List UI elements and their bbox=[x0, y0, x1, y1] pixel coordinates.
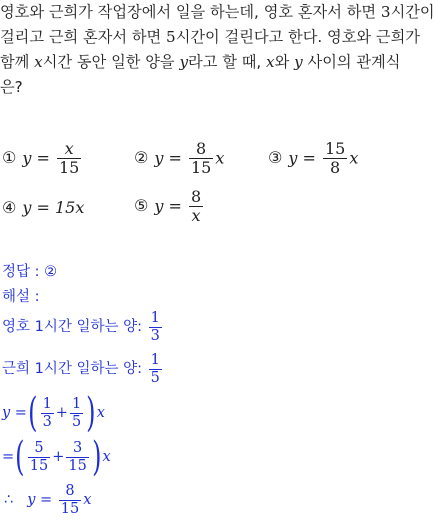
answer-value: ② bbox=[44, 264, 58, 280]
question-line-3 bbox=[0, 50, 400, 75]
choice-1[interactable] bbox=[2, 140, 83, 178]
explanation-line-3-a-numerator: 1 bbox=[42, 395, 52, 412]
question-line-4: 은? bbox=[0, 78, 23, 96]
choice-4-lhs: y = bbox=[22, 198, 50, 217]
choice-1-numerator: x bbox=[57, 140, 81, 159]
choice-3-suffix: x bbox=[349, 148, 359, 168]
choice-3-lhs: y = bbox=[288, 148, 316, 168]
explanation-line-1-numerator: 1 bbox=[150, 310, 160, 326]
explanation-line-3-lhs: y = bbox=[2, 405, 27, 421]
question-line-2-text-b: 시간이 걸린다고 한다. 영호와 근희가 bbox=[175, 28, 420, 46]
explanation-line-5-x: x bbox=[83, 492, 92, 509]
question-var-x: x bbox=[34, 53, 43, 71]
explanation-line-4-x: x bbox=[102, 449, 111, 465]
explanation-line-2-text: 근희 1시간 일하는 양: bbox=[2, 361, 147, 378]
choice-3-fraction bbox=[323, 140, 347, 178]
choice-2-numerator: 8 bbox=[189, 140, 213, 159]
choice-3-numerator: 15 bbox=[324, 139, 346, 158]
question-var-y-2: y bbox=[294, 53, 303, 71]
explanation-line-2-fraction bbox=[149, 352, 162, 386]
choice-4[interactable] bbox=[2, 198, 84, 217]
choice-2-suffix: x bbox=[215, 148, 225, 168]
choice-1-lhs: y = bbox=[22, 148, 50, 168]
explanation-line-4-b-numerator: 3 bbox=[66, 440, 88, 458]
answer-label: 정답 : bbox=[2, 264, 45, 280]
question-line-1-end: 시간이 bbox=[390, 3, 435, 21]
choice-3-marker: ③ bbox=[268, 148, 283, 168]
choice-5-lhs: y = bbox=[154, 196, 182, 216]
question-var-x-2: x bbox=[266, 53, 275, 71]
question-hours-a: 3 bbox=[380, 3, 391, 21]
explanation-line-1-denominator: 3 bbox=[150, 327, 160, 344]
choice-5-numerator: 8 bbox=[190, 187, 202, 206]
explanation-line-3 bbox=[2, 390, 105, 436]
answer-line bbox=[2, 260, 57, 281]
choice-3-denominator: 8 bbox=[330, 158, 341, 178]
explanation-line-3-fraction-a bbox=[41, 396, 54, 430]
explanation-line-5 bbox=[4, 483, 91, 517]
explanation-line-5-denominator: 15 bbox=[60, 500, 80, 517]
question-text bbox=[0, 0, 435, 100]
explanation-line-2-denominator: 5 bbox=[150, 369, 160, 386]
explanation-line-4-a-numerator: 5 bbox=[28, 440, 50, 458]
question-line-3-text-b: 시간 동안 일한 양을 bbox=[42, 53, 180, 71]
explanation-line-3-b-numerator: 1 bbox=[71, 395, 82, 412]
choice-5-fraction bbox=[189, 188, 203, 226]
choice-2-denominator: 15 bbox=[190, 158, 212, 178]
left-paren: ( bbox=[15, 434, 25, 480]
explanation-line-3-plus: + bbox=[55, 405, 68, 421]
choice-5-marker: ⑤ bbox=[134, 196, 149, 216]
choice-4-expression: 15x bbox=[54, 198, 85, 217]
question-line-3-text-c: 라고 할 때, bbox=[188, 53, 267, 71]
question-line-2 bbox=[0, 25, 420, 50]
choice-2[interactable] bbox=[134, 140, 224, 178]
choice-3[interactable] bbox=[268, 140, 358, 178]
explanation-line-4-b-denominator: 15 bbox=[68, 457, 87, 474]
question-line-3-text-e: 사이의 관계식 bbox=[302, 53, 401, 71]
explanation-label: 해설 : bbox=[2, 289, 40, 305]
explanation-line-5-lhs: y = bbox=[27, 492, 53, 509]
explanation-line-3-b-denominator: 5 bbox=[71, 413, 82, 430]
choice-2-lhs: y = bbox=[154, 148, 182, 168]
choice-5-denominator: x bbox=[191, 206, 201, 226]
right-paren: ) bbox=[91, 434, 102, 480]
explanation-line-1 bbox=[2, 310, 164, 344]
question-line-3-text-a: 함께 bbox=[0, 53, 35, 71]
explanation-line-4-lhs: = bbox=[2, 449, 15, 465]
explanation-line-3-x: x bbox=[96, 405, 105, 421]
question-line-1 bbox=[0, 0, 435, 25]
explanation-line-4 bbox=[2, 434, 111, 480]
choice-1-fraction bbox=[57, 140, 81, 178]
explanation-line-4-plus: + bbox=[52, 449, 65, 465]
choice-4-marker: ④ bbox=[2, 198, 17, 217]
question-var-y: y bbox=[179, 53, 189, 71]
explanation-line-3-fraction-b bbox=[70, 396, 83, 430]
right-paren: ) bbox=[86, 390, 96, 436]
explanation-line-5-fraction bbox=[59, 483, 81, 517]
explanation-line-2 bbox=[2, 352, 164, 386]
explanation-line-2-numerator: 1 bbox=[150, 352, 160, 368]
explanation-line-4-fraction-b bbox=[66, 440, 88, 474]
choice-1-marker: ① bbox=[2, 148, 17, 168]
explanation-line-3-a-denominator: 3 bbox=[42, 413, 52, 430]
explanation-line-5-numerator: 8 bbox=[59, 483, 81, 501]
question-hours-b: 5 bbox=[166, 28, 176, 46]
explanation-line-1-fraction bbox=[149, 310, 162, 344]
explanation-line-4-fraction-a bbox=[28, 440, 50, 474]
question-line-1-text: 영호와 근희가 작업장에서 일을 하는데, 영호 혼자서 하면 bbox=[0, 3, 381, 21]
question-line-3-text-d: 와 bbox=[274, 53, 295, 71]
choice-2-marker: ② bbox=[134, 148, 149, 168]
choice-1-denominator: 15 bbox=[58, 158, 80, 178]
left-paren: ( bbox=[28, 390, 38, 436]
explanation-line-1-text: 영호 1시간 일하는 양: bbox=[2, 319, 147, 336]
choice-2-fraction bbox=[189, 140, 213, 178]
choice-5[interactable] bbox=[134, 188, 205, 226]
explanation-line-4-a-denominator: 15 bbox=[29, 457, 49, 474]
therefore-symbol: ∴ bbox=[4, 492, 14, 509]
question-line-2-text-a: 걸리고 근희 혼자서 하면 bbox=[0, 28, 167, 46]
